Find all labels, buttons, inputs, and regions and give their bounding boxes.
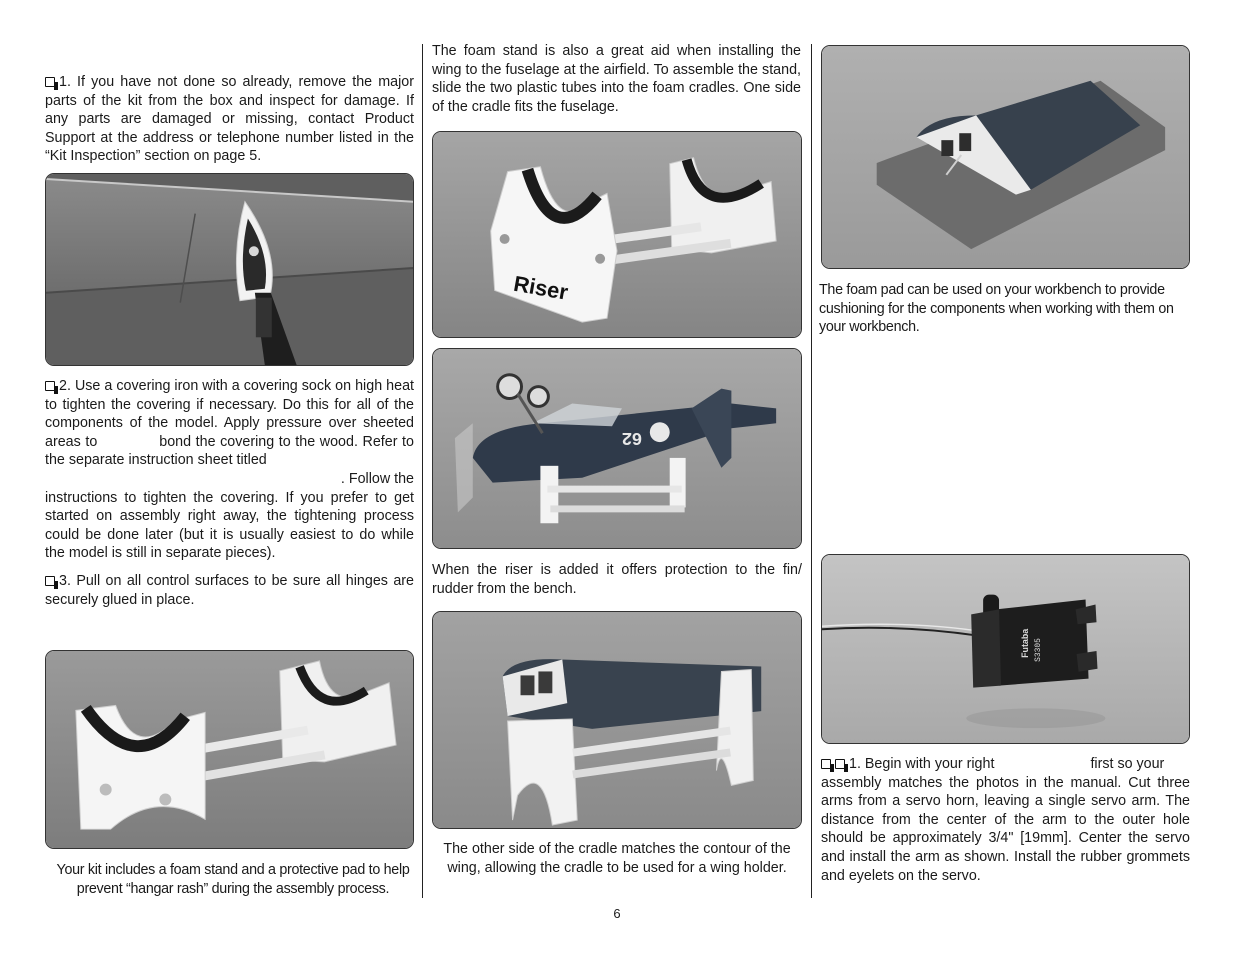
photo-riser xyxy=(432,131,802,338)
step-1 xyxy=(45,73,414,166)
riser-label: Riser xyxy=(511,270,570,305)
stand-intro-text: The foam stand is also a great aid when installing the wing to the fuselage at the airfield. To assemble the stand, slide the two plastic tubes into the foam cradles. One side of the cradle fits the fuselage. xyxy=(432,43,801,115)
checkbox-icon[interactable] xyxy=(821,759,831,769)
step-2-text-b: bond the covering to the wood. Refer to the separate instruction sheet titled xyxy=(45,433,414,469)
servo-step-text-a: 1. Begin with your right xyxy=(849,756,995,772)
checkbox-icon[interactable] xyxy=(45,381,55,391)
caption-stand xyxy=(43,861,423,898)
photo-covering-iron xyxy=(45,173,414,366)
column-divider xyxy=(422,44,423,898)
photo-plane-on-riser xyxy=(432,348,802,549)
photo-foam-pad xyxy=(821,45,1190,269)
servo-brand: Futaba xyxy=(1019,628,1030,658)
plane-marking: 62 xyxy=(621,429,642,450)
column-divider xyxy=(811,44,812,898)
page-number: 6 xyxy=(613,906,621,921)
stand-intro xyxy=(432,42,801,116)
caption-pad xyxy=(819,281,1191,337)
caption-riser-text: When the riser is added it offers protection to the fin/ rudder from the bench. xyxy=(432,562,802,597)
servo-step-text-c: assembly matches the photos in the manual. Cut three arms from a servo horn, leaving a single servo arm. The distance from the center of the arm to the outer hole should be approximately 3/4" [19mm]. Center the servo and install the arm as shown. Install the rubber grommets and eyelets on the servo. xyxy=(821,774,1190,884)
step-3-text: 3. Pull on all control surfaces to be sure all hinges are securely glued in place. xyxy=(45,573,414,608)
servo-step-text-b: first so your xyxy=(1090,756,1165,772)
step-2 xyxy=(45,377,414,563)
checkbox-icon[interactable] xyxy=(45,576,55,586)
step-2-text-a: 2. Use a covering iron with a covering sock on high heat to tighten the covering if necessary. Do this for all of the components of the model. Apply pressure over sheeted areas to xyxy=(45,378,414,450)
step-1-text: 1. If you have not done so already, remove the major parts of the kit from the box and inspect for damage. If any parts are damaged or missing, contact Product Support at the address or telephone number listed in the “Kit Inspection” section on page 5. xyxy=(45,74,414,165)
caption-stand-text: Your kit includes a foam stand and a protective pad to help prevent “hangar rash” during the assembly process. xyxy=(56,862,410,897)
servo-step xyxy=(821,755,1190,885)
caption-riser xyxy=(432,561,802,598)
caption-pad-text: The foam pad can be used on your workbench to provide cushioning for the components when working with them on your workbench. xyxy=(819,282,1174,336)
servo-model: S3305 xyxy=(1033,638,1043,662)
checkbox-icon[interactable] xyxy=(835,759,845,769)
photo-wing-holder xyxy=(432,611,802,829)
checkbox-icon[interactable] xyxy=(45,77,55,87)
photo-foam-stand xyxy=(45,650,414,849)
step-2-text-c: . Follow the xyxy=(340,470,414,487)
step-3 xyxy=(45,572,414,609)
caption-wing-text: The other side of the cradle matches the contour of the wing, allowing the cradle to be used for a wing holder. xyxy=(443,841,791,876)
step-2-text-d: instructions to tighten the covering. If you prefer to get started on assembly right away, the tightening process could be done later (but it is usually easiest to do while the model is still in separate pieces). xyxy=(45,489,414,562)
caption-wing xyxy=(429,840,805,877)
photo-servo xyxy=(821,554,1190,744)
